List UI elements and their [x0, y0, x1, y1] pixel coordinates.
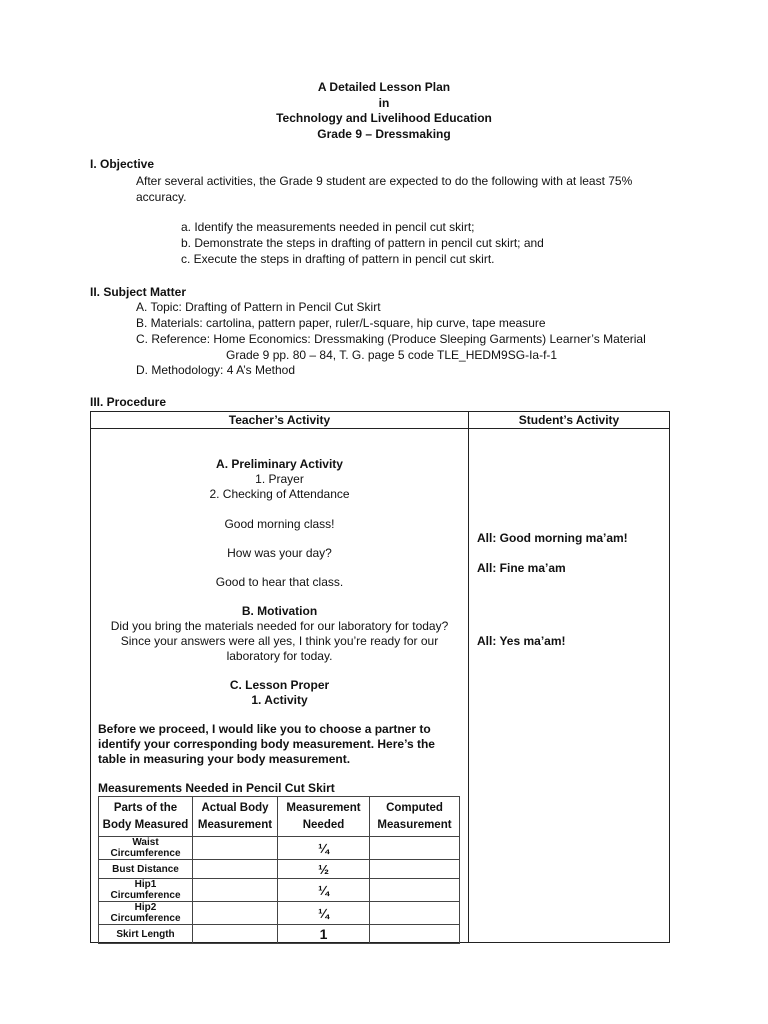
- row-actual-cell: [193, 837, 278, 860]
- row-actual-cell: [193, 902, 278, 925]
- motivation-line-1: Did you bring the materials needed for our laboratory for today?: [110, 619, 449, 633]
- table-row: [99, 925, 460, 944]
- row-computed-cell: [370, 902, 460, 925]
- row-part: Waist Circumference: [99, 837, 193, 860]
- row-part: Skirt Length: [99, 925, 193, 944]
- row-computed-cell: [370, 837, 460, 860]
- row-computed-cell: [370, 879, 460, 902]
- header-computed: Computed Measurement: [370, 797, 460, 837]
- instruction-line-3: table in measuring your body measurement.: [98, 752, 351, 766]
- methodology-label: D. Methodology:: [136, 363, 224, 377]
- table-row: [99, 902, 460, 925]
- student-activity-header: Student’s Activity: [518, 413, 620, 427]
- row-computed-cell: [370, 860, 460, 879]
- row-needed: 1: [278, 925, 370, 944]
- procedure-table: [90, 411, 670, 943]
- teacher-how-day: How was your day?: [227, 546, 332, 560]
- subject-reference-1: C. Reference: Home Economics: Dressmaking (Produce Sleeping Garments) Learner’s Material: [136, 332, 646, 346]
- title-line-1: A Detailed Lesson Plan: [317, 80, 451, 94]
- subject-materials: B. Materials: cartolina, pattern paper, ruler/L-square, hip curve, tape measure: [136, 316, 546, 330]
- activity-title: 1. Activity: [251, 693, 308, 707]
- document-title: [0, 80, 768, 142]
- subject-reference-2: Grade 9 pp. 80 – 84, T. G. page 5 code TLE_HEDM9SG-Ia-f-1: [226, 348, 558, 362]
- instruction-line-2: identify your corresponding body measurement. Here’s the: [98, 737, 435, 751]
- instruction-line-1: Before we proceed, I would like you to choose a partner to: [98, 722, 431, 736]
- student-response-2: All: Fine ma’am: [477, 561, 566, 575]
- measurements-header-row: [99, 797, 460, 837]
- measurements-title: Measurements Needed in Pencil Cut Skirt: [98, 781, 335, 795]
- row-needed: ¼: [278, 902, 370, 925]
- motivation-line-2: Since your answers were all yes, I think you’re ready for our: [120, 634, 439, 648]
- header-needed: Measurement Needed: [278, 797, 370, 837]
- motivation-line-3: laboratory for today.: [226, 649, 333, 663]
- row-part: Bust Distance: [99, 860, 193, 879]
- methodology-value: 4 A’s Method: [223, 363, 295, 377]
- objective-heading: I. Objective: [90, 157, 155, 171]
- student-response-1: All: Good morning ma’am!: [477, 531, 628, 545]
- objective-intro-1: After several activities, the Grade 9 student are expected to do the following with at least 75%: [136, 174, 633, 188]
- row-part: Hip2 Circumference: [99, 902, 193, 925]
- motivation-title: B. Motivation: [241, 604, 318, 618]
- table-row: [99, 879, 460, 902]
- subject-matter-heading: II. Subject Matter: [90, 285, 187, 299]
- lesson-proper-title: C. Lesson Proper: [229, 678, 330, 692]
- title-line-4: Grade 9 – Dressmaking: [317, 126, 451, 141]
- prayer-item: 1. Prayer: [255, 472, 304, 486]
- row-actual-cell: [193, 860, 278, 879]
- teacher-greeting: Good morning class!: [224, 517, 335, 531]
- objective-item-c: c. Execute the steps in drafting of pattern in pencil cut skirt.: [181, 252, 495, 266]
- preliminary-title: A. Preliminary Activity: [216, 457, 343, 471]
- column-divider: [468, 412, 469, 942]
- procedure-heading: III. Procedure: [90, 395, 167, 409]
- row-computed-cell: [370, 925, 460, 944]
- row-needed: ¼: [278, 879, 370, 902]
- table-row: [99, 837, 460, 860]
- subject-methodology: [136, 363, 295, 379]
- objective-item-a: a. Identify the measurements needed in pencil cut skirt;: [181, 220, 475, 234]
- attendance-item: 2. Checking of Attendance: [209, 487, 350, 501]
- measurements-table: [98, 796, 460, 944]
- student-response-3: All: Yes ma’am!: [477, 634, 566, 648]
- row-needed: ½: [278, 860, 370, 879]
- title-line-3: Technology and Livelihood Education: [276, 111, 492, 125]
- objective-intro-2: accuracy.: [136, 190, 187, 204]
- teacher-activity-header: Teacher’s Activity: [228, 413, 331, 427]
- header-parts: Parts of the Body Measured: [99, 797, 193, 837]
- objective-item-b: b. Demonstrate the steps in drafting of pattern in pencil cut skirt; and: [181, 236, 544, 250]
- row-actual-cell: [193, 879, 278, 902]
- subject-topic: A. Topic: Drafting of Pattern in Pencil Cut Skirt: [136, 300, 381, 314]
- row-needed: ¼: [278, 837, 370, 860]
- title-line-2: in: [378, 95, 390, 110]
- row-part: Hip1 Circumference: [99, 879, 193, 902]
- teacher-good-hear: Good to hear that class.: [215, 575, 344, 589]
- table-row: [99, 860, 460, 879]
- row-actual-cell: [193, 925, 278, 944]
- header-actual: Actual Body Measurement: [193, 797, 278, 837]
